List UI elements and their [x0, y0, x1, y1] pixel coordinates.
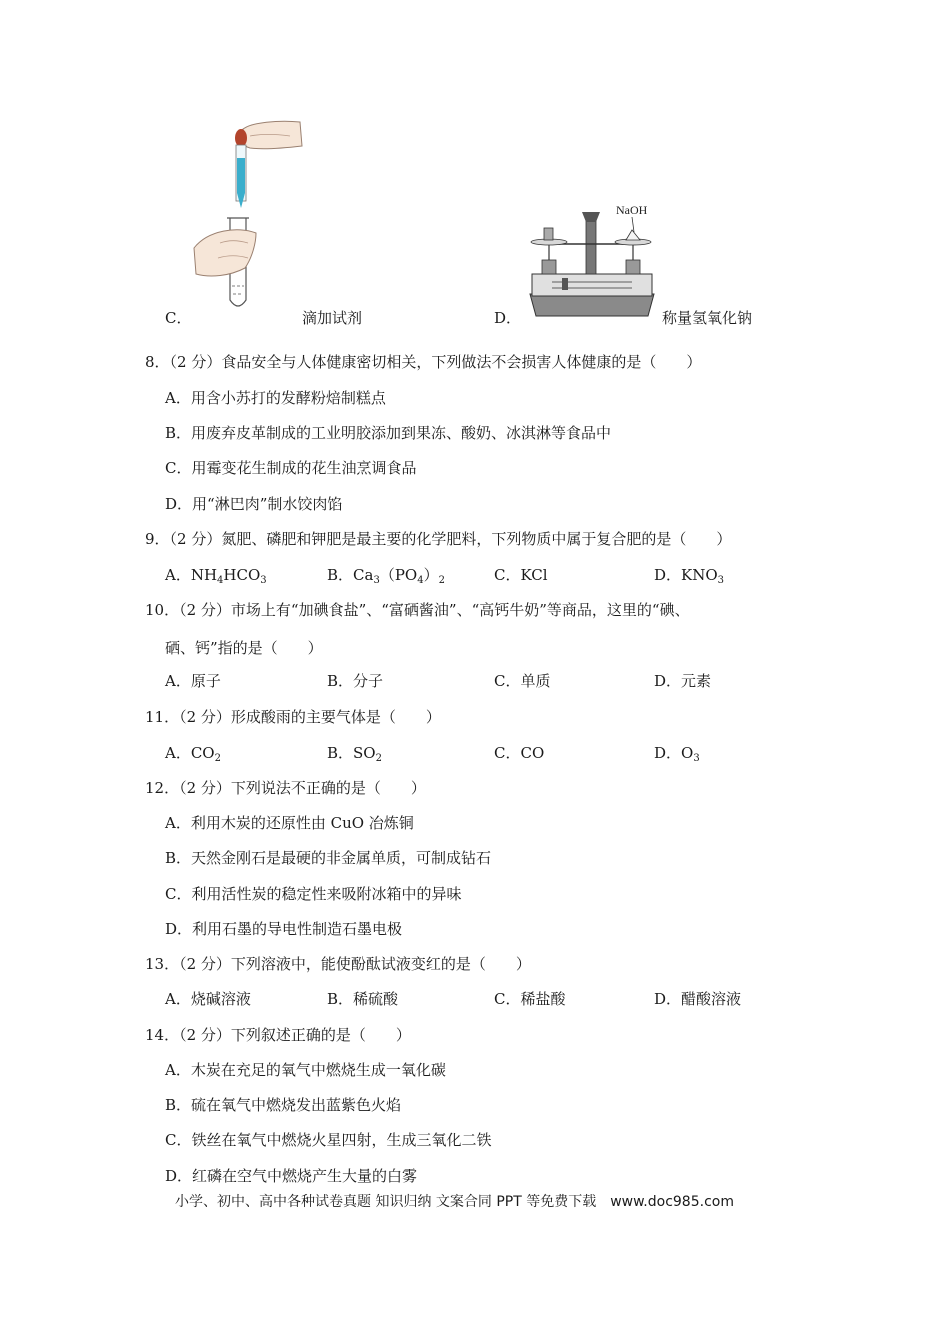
question-14-option-c: C．铁丝在氧气中燃烧火星四射，生成三氧化二铁 — [165, 1131, 492, 1149]
question-10-option-d: D．元素 — [654, 672, 712, 690]
option-c-letter: C． — [165, 309, 192, 327]
question-10-stem: 10．（2 分）市场上有“加碘食盐”、“富硒酱油”、“高钙牛奶”等商品，这里的“碘、 — [145, 601, 690, 619]
question-12-option-d: D．利用石墨的导电性制造石墨电极 — [165, 920, 403, 938]
question-13-option-c: C．稀盐酸 — [494, 990, 566, 1008]
page-footer: 小学、初中、高中各种试卷真题 知识归纳 文案合同 PPT 等免费下载 www.doc985.com — [175, 1194, 734, 1210]
question-14-stem: 14．（2 分）下列叙述正确的是（ ） — [145, 1026, 411, 1044]
question-8-option-c: C．用霉变花生制成的花生油烹调食品 — [165, 459, 417, 477]
question-10-option-b: B．分子 — [327, 672, 384, 690]
question-9-option-c: C．KCl — [494, 566, 548, 584]
question-13-option-b: B．稀硫酸 — [327, 990, 399, 1008]
question-14-option-b: B．硫在氧气中燃烧发出蓝紫色火焰 — [165, 1096, 402, 1114]
question-8-stem: 8．（2 分）食品安全与人体健康密切相关，下列做法不会损害人体健康的是（ ） — [145, 353, 702, 371]
question-8-option-d: D．用“淋巴肉”制水饺肉馅 — [165, 495, 343, 513]
option-d-caption: 称量氢氧化钠 — [662, 309, 753, 327]
question-11-option-c: C．CO — [494, 744, 545, 762]
question-12-option-c: C．利用活性炭的稳定性来吸附冰箱中的异味 — [165, 885, 462, 903]
question-9-stem: 9．（2 分）氮肥、磷肥和钾肥是最主要的化学肥料，下列物质中属于复合肥的是（ ） — [145, 530, 732, 548]
question-13-option-a: A．烧碱溶液 — [165, 990, 251, 1008]
balance-naoh-figure — [522, 198, 662, 322]
question-8-option-a: A．用含小苏打的发酵粉焙制糕点 — [165, 389, 386, 407]
question-13-stem: 13．（2 分）下列溶液中，能使酚酞试液变红的是（ ） — [145, 955, 531, 973]
question-11-stem: 11．（2 分）形成酸雨的主要气体是（ ） — [145, 708, 441, 726]
question-11-option-d: D．$O_3$ — [654, 744, 700, 764]
question-11-option-a: A．$CO_2$ — [165, 744, 221, 764]
question-9-option-b: B．$Ca_3(PO_4)_2$ — [327, 566, 445, 586]
question-10-option-c: C．单质 — [494, 672, 551, 690]
question-12-option-a: A．利用木炭的还原性由 CuO 冶炼铜 — [165, 814, 414, 832]
question-9-option-d: D．$KNO_3$ — [654, 566, 725, 586]
question-14-option-d: D．红磷在空气中燃烧产生大量的白雾 — [165, 1167, 418, 1185]
question-14-option-a: A．木炭在充足的氧气中燃烧生成一氧化碳 — [165, 1061, 446, 1079]
question-12-option-b: B．天然金刚石是最硬的非金属单质，可制成钻石 — [165, 849, 492, 867]
question-9-option-a: A．$NH_4HCO_3$ — [165, 566, 267, 586]
question-10-option-a: A．原子 — [165, 672, 221, 690]
option-d-letter: D． — [494, 309, 522, 327]
question-8-option-b: B．用废弃皮革制成的工业明胶添加到果冻、酸奶、冰淇淋等食品中 — [165, 424, 612, 442]
question-11-option-b: B．$SO_2$ — [327, 744, 382, 764]
option-c-caption: 滴加试剂 — [302, 309, 363, 327]
dropper-test-tube-figure — [190, 118, 305, 318]
question-13-option-d: D．醋酸溶液 — [654, 990, 742, 1008]
naoh-label: NaOH — [616, 203, 648, 217]
question-12-stem: 12．（2 分）下列说法不正确的是（ ） — [145, 779, 426, 797]
question-10-stem-continued: 硒、钙”指的是（ ） — [165, 639, 323, 657]
